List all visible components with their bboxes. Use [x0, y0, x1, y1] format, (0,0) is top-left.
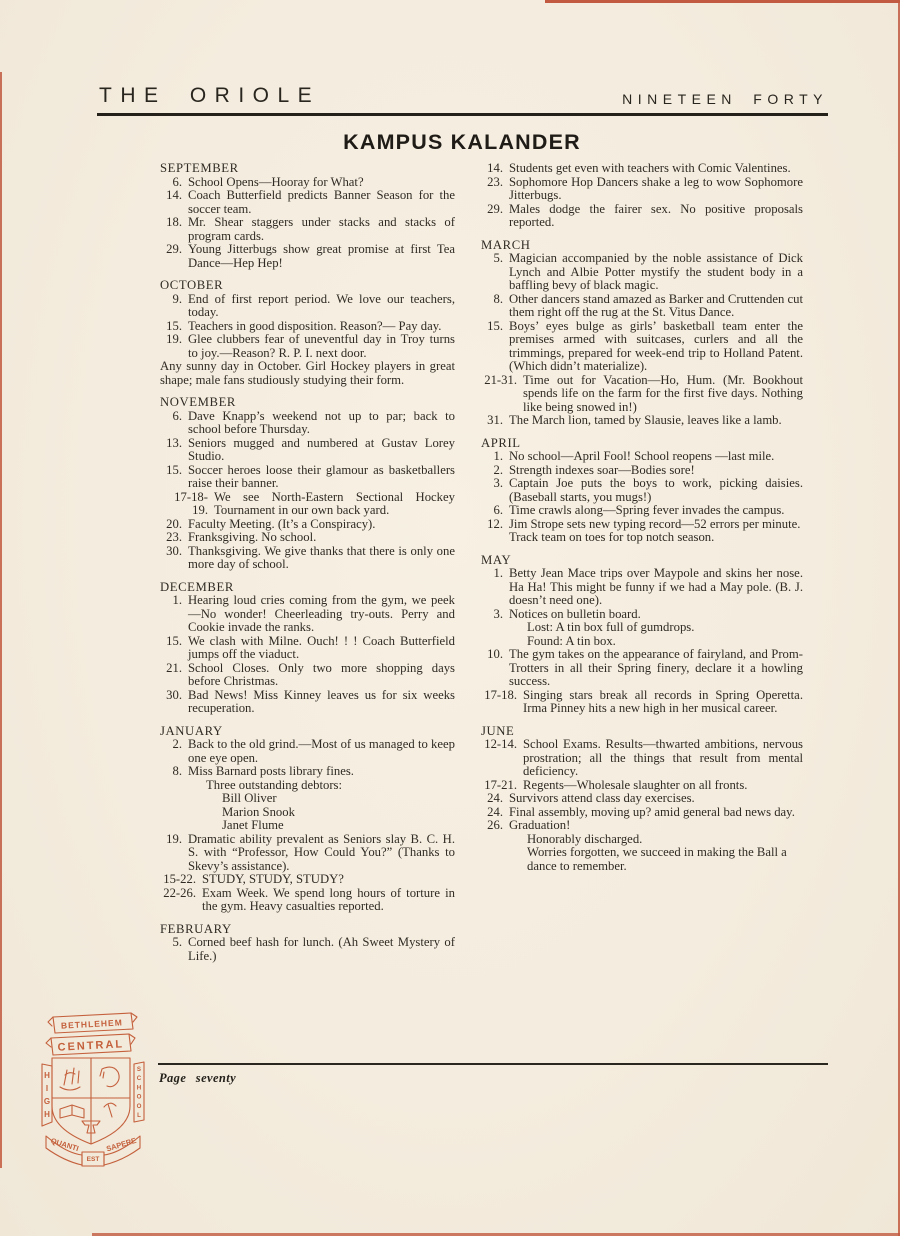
entry-text: Time out for Vacation—Ho, Hum. (Mr. Bookhout spends life on the farm for the first five days. Nothing like being snowed in!): [523, 372, 803, 414]
calendar-entry: [160, 464, 455, 491]
entry-date: 21-31.: [484, 372, 517, 387]
calendar-entry: [481, 252, 803, 293]
seal-ship-glyph: [60, 1068, 80, 1090]
entry-date: 8.: [172, 764, 182, 778]
entry-subline: Three outstanding debtors:: [206, 777, 343, 792]
entry-text: Glee clubbers fear of uneventful day in Troy turns to joy.—Reason? R. P. I. next door.: [188, 332, 455, 360]
entry-date: 3.: [493, 606, 503, 621]
seal-ribbon-letter: L: [137, 1112, 141, 1119]
month-section: [160, 923, 455, 964]
calendar-entry: [481, 608, 803, 622]
entry-text: Final assembly, moving up? amid general bad news day.: [509, 804, 795, 819]
calendar-entry: [481, 374, 803, 415]
calendar-entry: [481, 504, 803, 518]
calendar-entry: [160, 531, 455, 545]
entry-text: Notices on bulletin board.: [509, 606, 641, 621]
entry-text: Faculty Meeting. (It’s a Conspiracy).: [188, 516, 376, 531]
entry-subline: Bill Oliver: [222, 791, 277, 805]
month-heading: MAY: [481, 552, 512, 567]
calendar-entry: [160, 243, 455, 270]
calendar-entry: [481, 414, 803, 428]
calendar-entry: [481, 293, 803, 320]
entry-date: 12.: [487, 516, 503, 531]
seal-ribbon-letter: H: [44, 1110, 50, 1119]
calendar-entry: [160, 320, 455, 334]
entry-text: Back to the old grind.—Most of us managed to keep one eye open.: [188, 737, 455, 765]
scan-edge-top: [545, 0, 900, 3]
calendar-entry: [160, 833, 455, 874]
calendar-entry: [160, 594, 455, 635]
calendar-entry: [481, 162, 803, 176]
entry-date: 15.: [166, 318, 182, 333]
entry-date: 30.: [166, 543, 182, 558]
calendar-entry: [481, 464, 803, 478]
entry-date: 13.: [166, 435, 182, 450]
entry-date: 1.: [493, 566, 503, 580]
month-section: [160, 279, 455, 387]
month-heading: OCTOBER: [160, 278, 224, 292]
calendar-entry: [481, 689, 803, 716]
entry-date: 6.: [172, 174, 182, 189]
entry-text: End of first report period. We love our teachers, today.: [188, 291, 455, 319]
entry-text: The March lion, tamed by Slausie, leaves like a lamb.: [509, 413, 782, 427]
entry-date: 3.: [493, 476, 503, 490]
calendar-entry: [481, 792, 803, 806]
calendar-entry: [481, 320, 803, 374]
entry-date: 23.: [166, 530, 182, 544]
entry-date: 19.: [166, 831, 182, 846]
entry-text: Soccer heroes loose their glamour as basketballers raise their banner.: [188, 462, 455, 490]
entry-text: Any sunny day in October. Girl Hockey players in great shape; male fans studiously studying their form.: [160, 359, 455, 387]
calendar-entry: [160, 662, 455, 689]
entry-date: 6.: [493, 503, 503, 517]
seal-head-glyph: [100, 1067, 119, 1087]
entry-subline: Lost: A tin box full of gumdrops.: [527, 620, 695, 634]
footer-rule: [158, 1063, 828, 1065]
calendar-entry: [160, 545, 455, 572]
month-section: [481, 162, 803, 230]
seal-motto-word-1: QUANTI: [49, 1136, 80, 1154]
calendar-entry: [160, 360, 455, 387]
year-label: NINETEEN FORTY: [622, 91, 828, 107]
calendar-entry: [160, 936, 455, 963]
month-heading: FEBRUARY: [160, 921, 232, 936]
calendar-entry: [481, 819, 803, 833]
entry-date: 2.: [493, 462, 503, 477]
entry-subline: Janet Flume: [222, 818, 284, 832]
calendar-entry: [481, 518, 803, 532]
entry-subline: Worries forgotten, we succeed in making the Ball a dance to remember.: [527, 845, 787, 873]
page-title: KAMPUS KALANDER: [343, 130, 581, 154]
entry-text: Other dancers stand amazed as Barker and Cruttenden cut them right off the rug at the St. Vitus Dance.: [509, 291, 803, 319]
scan-edge-left: [0, 72, 2, 1168]
seal-ribbon-letter: O: [136, 1102, 142, 1110]
calendar-entry: [481, 567, 803, 608]
seal-motto-word-3: SAPERE: [105, 1135, 138, 1154]
entry-text: School Closes. Only two more shopping days before Christmas.: [188, 660, 455, 688]
entry-text: Thanksgiving. We give thanks that there is only one more day of school.: [188, 543, 455, 571]
entry-date: 14.: [487, 161, 503, 175]
entry-date: 29.: [487, 201, 503, 216]
month-section: [160, 162, 455, 270]
entry-date: 29.: [166, 242, 182, 256]
calendar-entry: [481, 203, 803, 230]
entry-text: Franksgiving. No school.: [188, 530, 317, 544]
header-rule: [97, 113, 828, 116]
calendar-entry: [481, 176, 803, 203]
entry-text: Captain Joe puts the boys to work, picking daisies. (Baseball starts, you mugs!): [509, 476, 803, 504]
magazine-title: THE ORIOLE: [99, 84, 321, 107]
calendar-entry: [160, 738, 455, 765]
entry-text: School Exams. Results—thwarted ambitions, nervous prostration; all the things that result from mental deficiency.: [523, 737, 803, 778]
calendar-entry: [160, 635, 455, 662]
entry-text: Time crawls along—Spring fever invades the campus.: [509, 503, 785, 517]
entry-date: 22-26.: [163, 885, 196, 900]
entry-date: 6.: [172, 408, 182, 423]
calendar-entry: [160, 491, 455, 518]
entry-date: 19.: [166, 332, 182, 346]
entry-date: 24.: [487, 804, 503, 819]
seal-ribbon-letter: I: [45, 1084, 49, 1093]
calendar-column-left: [160, 162, 455, 972]
entry-date: 23.: [487, 174, 503, 189]
entry-text: School Opens—Hooray for What?: [188, 174, 364, 189]
month-heading: NOVEMBER: [160, 395, 236, 409]
entry-date: 21.: [166, 660, 182, 675]
masthead: [97, 84, 828, 114]
entry-subline: Honorably discharged.: [527, 831, 643, 846]
entry-date: 17-18.: [484, 687, 517, 702]
entry-text: The gym takes on the appearance of fairyland, and Prom-Trotters in all their Spring finery, declare it a howling success.: [509, 647, 803, 688]
seal-ribbon-letter: G: [43, 1097, 51, 1106]
entry-subline: Track team on toes for top notch season.: [509, 530, 715, 544]
entry-text: Corned beef hash for lunch. (Ah Sweet Mystery of Life.): [188, 935, 455, 963]
calendar-column-right: [481, 162, 803, 882]
entry-text: Betty Jean Mace trips over Maypole and skins her nose. Ha Ha! This might be funny if we had a May pole. (B. J. doesn’t need one).: [509, 566, 803, 607]
entry-date: 5.: [172, 935, 182, 949]
calendar-entry: [160, 873, 455, 887]
calendar-entry: [160, 689, 455, 716]
month-section: [481, 725, 803, 874]
calendar-entry: [160, 437, 455, 464]
entry-date: 5.: [493, 251, 503, 265]
entry-text: Coach Butterfield predicts Banner Season for the soccer team.: [188, 188, 455, 216]
seal-ribbon-letter: S: [136, 1066, 142, 1073]
entry-date: 18.: [166, 215, 182, 229]
entry-text: Sophomore Hop Dancers shake a leg to wow Sophomore Jitterbugs.: [509, 174, 803, 202]
entry-text: STUDY, STUDY, STUDY?: [202, 872, 344, 886]
month-section: [481, 239, 803, 428]
entry-date: 31.: [487, 413, 503, 427]
calendar-entry: [160, 410, 455, 437]
entry-text: Young Jitterbugs show great promise at first Tea Dance—Hep Hep!: [188, 242, 455, 270]
seal-ribbon-letter: C: [136, 1075, 142, 1083]
calendar-entry: [160, 293, 455, 320]
entry-text: No school—April Fool! School reopens —last mile.: [509, 449, 775, 463]
entry-text: Jim Strope sets new typing record—52 errors per minute.: [509, 516, 801, 531]
entry-text: Bad News! Miss Kinney leaves us for six weeks recuperation.: [188, 687, 455, 715]
month-section: [160, 581, 455, 716]
entry-text: Hearing loud cries coming from the gym, we peek—No wonder! Cheerleading try-outs. Perry and Cookie invade the ranks.: [188, 593, 455, 634]
entry-text: We clash with Milne. Ouch! ! ! Coach Butterfield jumps off the viaduct.: [188, 633, 455, 661]
seal-ribbon-left-text: [44, 1071, 50, 1119]
month-heading: SEPTEMBER: [160, 161, 239, 175]
seal-ribbon-right-text: [137, 1066, 142, 1119]
entry-date: 17-18-19.: [174, 489, 208, 517]
calendar-entry: [481, 648, 803, 689]
entry-date: 8.: [493, 291, 503, 306]
seal-banner-top-text: BETHLEHEM: [60, 1017, 124, 1031]
entry-text: Exam Week. We spend long hours of torture in the gym. Heavy casualties reported.: [202, 885, 455, 913]
entry-date: 24.: [487, 791, 503, 805]
school-seal: [37, 1008, 149, 1168]
entry-date: 15.: [487, 318, 503, 333]
entry-date: 2.: [172, 737, 182, 751]
entry-text: Dramatic ability prevalent as Seniors slay B. C. H. S. with “Professor, How Could You?” (Thanks to Skevy’s assistance).: [188, 831, 455, 873]
month-section: [481, 554, 803, 716]
calendar-entry: [160, 887, 455, 914]
entry-text: Strength indexes soar—Bodies sore!: [509, 462, 695, 477]
entry-text: Magician accompanied by the noble assistance of Dick Lynch and Albie Potter mystify the student body in a baffling bevy of black magic.: [509, 251, 803, 292]
entry-text: Survivors attend class day exercises.: [509, 791, 695, 805]
entry-text: Regents—Wholesale slaughter on all fronts.: [523, 777, 748, 792]
entry-date: 1.: [493, 449, 503, 463]
entry-text: Dave Knapp’s weekend not up to par; back to school before Thursday.: [188, 408, 455, 436]
page-number-label: Page seventy: [159, 1071, 237, 1085]
month-heading: DECEMBER: [160, 579, 234, 594]
calendar-entry: [160, 333, 455, 360]
seal-banner-second-text: CENTRAL: [57, 1038, 125, 1054]
entry-date: 15-22.: [163, 872, 196, 886]
entry-text: Seniors mugged and numbered at Gustav Lorey Studio.: [188, 435, 455, 463]
month-section: [481, 437, 803, 545]
entry-date: 12-14.: [484, 737, 517, 751]
calendar-entry: [160, 216, 455, 243]
calendar-entry: [160, 176, 455, 190]
calendar-entry: [481, 779, 803, 793]
entry-date: 20.: [166, 516, 182, 531]
seal-ribbon-letter: H: [136, 1084, 142, 1092]
entry-date: 14.: [166, 188, 182, 202]
entry-date: 9.: [172, 291, 182, 306]
entry-text: Mr. Shear staggers under stacks and stacks of program cards.: [188, 215, 455, 243]
seal-motto-word-2: EST: [86, 1156, 100, 1163]
month-heading: JANUARY: [160, 723, 223, 738]
entry-text: Singing stars break all records in Spring Operetta. Irma Pinney hits a new high in her musical career.: [523, 687, 803, 715]
month-heading: JUNE: [481, 723, 515, 738]
calendar-entry: [160, 189, 455, 216]
entry-subline: Marion Snook: [222, 804, 295, 819]
calendar-entry: [481, 450, 803, 464]
calendar-entry: [481, 806, 803, 820]
calendar-entry: [481, 477, 803, 504]
entry-date: 15.: [166, 633, 182, 648]
seal-torch-glyph: [104, 1103, 116, 1117]
seal-ribbon-letter: H: [44, 1071, 50, 1080]
entry-text: Males dodge the fairer sex. No positive proposals reported.: [509, 201, 803, 229]
entry-text: Teachers in good disposition. Reason?— Pay day.: [188, 318, 442, 333]
entry-text: Graduation!: [509, 818, 571, 832]
calendar-entry: [160, 518, 455, 532]
entry-date: 30.: [166, 687, 182, 702]
entry-text: Students get even with teachers with Comic Valentines.: [509, 161, 791, 175]
entry-date: 15.: [166, 462, 182, 477]
entry-text: We see North-Eastern Sectional Hockey Tournament in our own back yard.: [214, 489, 455, 517]
calendar-entry: [481, 738, 803, 779]
entry-subline: Found: A tin box.: [527, 633, 616, 648]
entry-date: 26.: [487, 818, 503, 832]
entry-text: Miss Barnard posts library fines.: [188, 764, 354, 778]
month-section: [160, 396, 455, 572]
entry-date: 1.: [172, 593, 182, 607]
entry-date: 10.: [487, 647, 503, 661]
entry-text: Boys’ eyes bulge as girls’ basketball team enter the premises armed with suitcases, curlers and all the trimmings, prepared for week-end trip to Holland Patent. (Which didn’t materialize).: [509, 318, 803, 373]
month-section: [160, 725, 455, 914]
entry-date: 17-21.: [484, 777, 517, 792]
seal-ribbon-letter: O: [136, 1093, 142, 1101]
seal-book-glyph: [60, 1105, 84, 1118]
calendar-entry: [160, 765, 455, 779]
month-heading: MARCH: [481, 237, 531, 252]
month-heading: APRIL: [481, 435, 521, 450]
